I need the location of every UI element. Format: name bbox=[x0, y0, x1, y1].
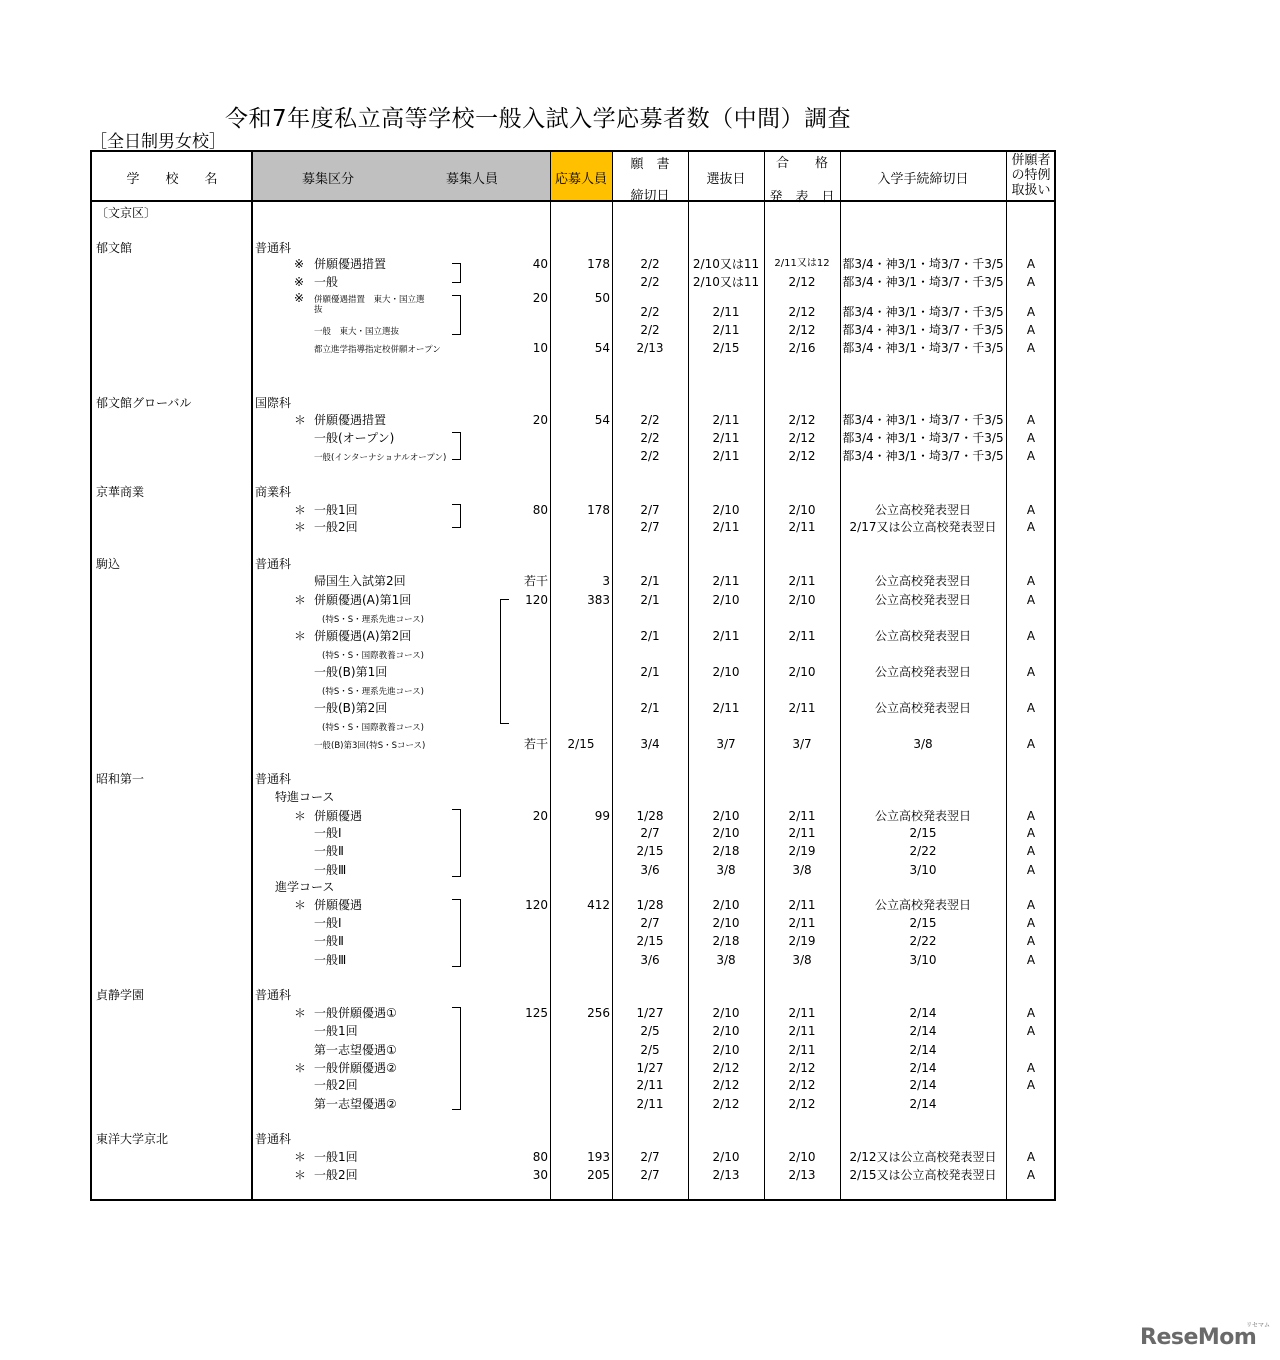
row-exam-date: 2/18 bbox=[712, 934, 740, 948]
row-special: A bbox=[1026, 863, 1036, 877]
row-category: 併願優遇 bbox=[314, 809, 363, 823]
header-category-band bbox=[252, 152, 550, 200]
row-procedure-date: 3/10 bbox=[909, 953, 937, 967]
row-exam-date: 2/11 bbox=[712, 323, 740, 337]
row-special: A bbox=[1026, 323, 1036, 337]
page-title: 令和7年度私立高等学校一般入試入学応募者数（中間）調査 bbox=[225, 106, 852, 132]
group-bracket bbox=[452, 1007, 461, 1110]
row-exam-date: 2/15 bbox=[712, 341, 740, 355]
row-exam-date: 2/10 bbox=[712, 1150, 740, 1164]
header-school: 学 校 名 bbox=[126, 172, 218, 187]
row-special: A bbox=[1026, 809, 1036, 823]
course-name: 普通科 bbox=[255, 241, 292, 255]
row-procedure-date: 都3/4・神3/1・埼3/7・千3/5 bbox=[842, 305, 1004, 319]
row-special: A bbox=[1026, 341, 1036, 355]
row-applicants: 54 bbox=[594, 341, 610, 355]
row-special: A bbox=[1026, 431, 1036, 445]
row-deadline: 2/5 bbox=[640, 1024, 660, 1038]
row-procedure-date: 公立高校発表翌日 bbox=[874, 665, 971, 679]
row-category: 併願優遇 bbox=[314, 898, 363, 912]
row-deadline: 2/7 bbox=[640, 916, 660, 930]
group-bracket bbox=[452, 263, 461, 283]
row-category: 一般(インターナショナルオープン) bbox=[314, 453, 447, 463]
row-special: A bbox=[1026, 305, 1036, 319]
row-deadline: 2/13 bbox=[636, 341, 664, 355]
row-deadline: 2/7 bbox=[640, 1150, 660, 1164]
course-name: 国際科 bbox=[255, 396, 292, 410]
row-procedure-date: 2/15 bbox=[909, 916, 937, 930]
row-deadline: 2/11 bbox=[636, 1078, 664, 1092]
row-exam-date: 2/11 bbox=[712, 629, 740, 643]
row-pass-date: 2/12 bbox=[788, 1078, 816, 1092]
school-name: 郁文館グローバル bbox=[96, 396, 192, 410]
row-mark: ＊ bbox=[294, 593, 307, 607]
row-special: A bbox=[1026, 503, 1036, 517]
row-pass-date: 2/11 bbox=[788, 809, 816, 823]
row-category: 一般2回 bbox=[314, 1168, 358, 1182]
row-pass-date: 2/13 bbox=[788, 1168, 816, 1182]
row-exam-date: 3/8 bbox=[716, 863, 736, 877]
row-pass-date: 2/10 bbox=[788, 593, 816, 607]
row-special: A bbox=[1026, 1168, 1036, 1182]
row-category: 一般Ⅲ bbox=[314, 953, 347, 967]
row-deadline: 2/5 bbox=[640, 1043, 660, 1057]
row-procedure-date: 3/8 bbox=[913, 737, 933, 751]
row-pass-date: 2/11 bbox=[788, 701, 816, 715]
row-deadline: 2/2 bbox=[640, 275, 660, 289]
row-exam-date: 2/10 bbox=[712, 593, 740, 607]
row-category: (特S・S・国際教養コース) bbox=[322, 651, 424, 661]
row-category: 併願優遇(A)第1回 bbox=[314, 593, 412, 607]
row-category: 一般1回 bbox=[314, 1150, 358, 1164]
row-procedure-date: 2/14 bbox=[909, 1043, 937, 1057]
row-procedure-date: 2/14 bbox=[909, 1097, 937, 1111]
row-pass-date: 2/10 bbox=[788, 665, 816, 679]
row-special: A bbox=[1026, 826, 1036, 840]
row-mark: ＊ bbox=[294, 1061, 307, 1075]
row-exam-date: 3/8 bbox=[716, 953, 736, 967]
row-pass-date: 2/12 bbox=[788, 305, 816, 319]
row-pass-date: 2/11 bbox=[788, 629, 816, 643]
row-pass-date: 2/16 bbox=[788, 341, 816, 355]
school-name: 昭和第一 bbox=[96, 772, 145, 786]
row-special: A bbox=[1026, 1006, 1036, 1020]
row-special: A bbox=[1026, 1150, 1036, 1164]
subcourse-label: 進学コース bbox=[275, 880, 335, 894]
row-category-cont: 抜 bbox=[314, 305, 323, 315]
header-pass-top: 合 格 bbox=[775, 156, 828, 171]
row-mark: ※ bbox=[294, 291, 305, 305]
row-exam-date: 2/11 bbox=[712, 449, 740, 463]
row-exam-date: 2/10又は11 bbox=[692, 275, 760, 289]
row-applicants: 178 bbox=[587, 503, 610, 517]
row-category: 一般(B)第3回(特S・Sコース) bbox=[314, 741, 426, 751]
row-category: 一般1回 bbox=[314, 1024, 358, 1038]
school-name: 京華商業 bbox=[96, 485, 145, 499]
row-category: 第一志望優遇② bbox=[314, 1097, 397, 1111]
row-mark: ＊ bbox=[294, 629, 307, 643]
row-category: 一般(B)第1回 bbox=[314, 665, 388, 679]
row-deadline: 3/6 bbox=[640, 863, 660, 877]
row-procedure-date: 都3/4・神3/1・埼3/7・千3/5 bbox=[842, 257, 1004, 271]
school-name: 東洋大学京北 bbox=[96, 1132, 169, 1146]
row-pass-date: 2/11 bbox=[788, 898, 816, 912]
row-exam-date: 2/10 bbox=[712, 826, 740, 840]
row-deadline: 1/28 bbox=[636, 898, 664, 912]
row-applicants: 178 bbox=[587, 257, 610, 271]
row-mark: ＊ bbox=[294, 809, 307, 823]
row-category: 併願優遇措置 bbox=[314, 257, 387, 271]
row-mark: ※ bbox=[294, 257, 305, 271]
row-deadline: 2/2 bbox=[640, 449, 660, 463]
row-pass-date: 2/12 bbox=[788, 275, 816, 289]
column-divider bbox=[550, 152, 551, 1201]
row-pass-date: 2/10 bbox=[788, 503, 816, 517]
row-mark: ＊ bbox=[294, 520, 307, 534]
course-name: 商業科 bbox=[255, 485, 292, 499]
row-exam-date: 3/7 bbox=[716, 737, 736, 751]
row-category: 一般(オープン) bbox=[314, 431, 395, 445]
table-header bbox=[92, 152, 1054, 205]
row-pass-date: 2/11 bbox=[788, 826, 816, 840]
row-capacity: 125 bbox=[525, 1006, 548, 1020]
row-category: (特S・S・理系先進コース) bbox=[322, 687, 424, 697]
row-mark: ＊ bbox=[294, 898, 307, 912]
row-procedure-date: 公立高校発表翌日 bbox=[874, 503, 971, 517]
row-capacity: 20 bbox=[532, 291, 548, 305]
header-applicants: 応募人員 bbox=[550, 152, 612, 200]
header-pass bbox=[764, 152, 840, 205]
group-bracket bbox=[452, 432, 461, 460]
row-pass-date: 2/12 bbox=[788, 413, 816, 427]
ward-label: 〔文京区〕 bbox=[96, 206, 157, 220]
row-exam-date: 2/11 bbox=[712, 520, 740, 534]
row-category: 一般Ⅲ bbox=[314, 863, 347, 877]
row-special: A bbox=[1026, 953, 1036, 967]
row-special: A bbox=[1026, 1024, 1036, 1038]
group-bracket bbox=[452, 899, 461, 967]
row-category: 一般併願優遇① bbox=[314, 1006, 397, 1020]
row-special: A bbox=[1026, 413, 1036, 427]
row-capacity: 10 bbox=[532, 341, 548, 355]
row-category: 一般2回 bbox=[314, 1078, 358, 1092]
row-special: A bbox=[1026, 520, 1036, 534]
row-applicants: 256 bbox=[587, 1006, 610, 1020]
row-deadline: 3/6 bbox=[640, 953, 660, 967]
school-name: 郁文館 bbox=[96, 241, 133, 255]
row-exam-date: 2/13 bbox=[712, 1168, 740, 1182]
row-exam-date: 2/10 bbox=[712, 1024, 740, 1038]
row-deadline: 1/28 bbox=[636, 809, 664, 823]
row-category: 一般Ⅰ bbox=[314, 826, 342, 840]
row-deadline: 2/7 bbox=[640, 503, 660, 517]
group-bracket bbox=[452, 809, 461, 877]
course-name: 普通科 bbox=[255, 772, 292, 786]
row-mark: ※ bbox=[294, 275, 305, 289]
row-exam-date: 2/11 bbox=[712, 413, 740, 427]
row-exam-date: 2/10 bbox=[712, 809, 740, 823]
course-name: 普通科 bbox=[255, 557, 292, 571]
row-pass-date: 2/11 bbox=[788, 520, 816, 534]
row-deadline: 2/1 bbox=[640, 593, 660, 607]
row-exam-date: 2/11 bbox=[712, 431, 740, 445]
row-special: A bbox=[1026, 737, 1036, 751]
row-special: A bbox=[1026, 934, 1036, 948]
row-procedure-date: 公立高校発表翌日 bbox=[874, 593, 971, 607]
row-pass-date: 2/12 bbox=[788, 449, 816, 463]
row-category: 一般1回 bbox=[314, 503, 358, 517]
row-pass-date: 2/12 bbox=[788, 1061, 816, 1075]
row-procedure-date: 3/10 bbox=[909, 863, 937, 877]
row-category: 一般 東大・国立選抜 bbox=[314, 327, 400, 337]
header-special: 併願者 の特例 取扱い bbox=[1011, 153, 1051, 198]
row-special: A bbox=[1026, 844, 1036, 858]
row-special: A bbox=[1026, 629, 1036, 643]
row-applicants: 205 bbox=[587, 1168, 610, 1182]
row-category: 一般併願優遇② bbox=[314, 1061, 397, 1075]
page-subtitle: ［全日制男女校］ bbox=[90, 132, 226, 152]
row-deadline: 2/7 bbox=[640, 520, 660, 534]
row-deadline: 2/7 bbox=[640, 826, 660, 840]
row-deadline: 2/2 bbox=[640, 413, 660, 427]
row-exam-date: 2/10 bbox=[712, 916, 740, 930]
row-deadline: 2/1 bbox=[640, 701, 660, 715]
row-pass-date: 2/12 bbox=[788, 431, 816, 445]
row-applicants: 383 bbox=[587, 593, 610, 607]
row-exam-date: 2/10又は11 bbox=[692, 257, 760, 271]
row-procedure-date: 都3/4・神3/1・埼3/7・千3/5 bbox=[842, 413, 1004, 427]
row-procedure-date: 公立高校発表翌日 bbox=[874, 629, 971, 643]
row-pass-date: 2/12 bbox=[788, 323, 816, 337]
row-pass-date: 2/11 bbox=[788, 1043, 816, 1057]
row-exam-date: 2/10 bbox=[712, 503, 740, 517]
row-pass-date: 3/8 bbox=[792, 863, 812, 877]
header-deadline bbox=[612, 152, 688, 204]
row-procedure-date: 都3/4・神3/1・埼3/7・千3/5 bbox=[842, 431, 1004, 445]
row-procedure-date: 2/22 bbox=[909, 934, 937, 948]
school-name: 駒込 bbox=[96, 557, 121, 571]
row-applicants: 50 bbox=[594, 291, 610, 305]
row-category: 帰国生入試第2回 bbox=[314, 574, 406, 588]
row-pass-date: 2/19 bbox=[788, 844, 816, 858]
row-special: A bbox=[1026, 701, 1036, 715]
row-deadline: 2/15 bbox=[636, 844, 664, 858]
row-pass-date: 3/8 bbox=[792, 953, 812, 967]
row-capacity: 若干 bbox=[523, 737, 548, 751]
school-name: 貞静学園 bbox=[96, 988, 145, 1002]
resemom-logo: ReseMom bbox=[1140, 1325, 1257, 1350]
row-pass-date: 2/19 bbox=[788, 934, 816, 948]
row-pass-date: 2/10 bbox=[788, 1150, 816, 1164]
row-pass-date: 2/11又は12 bbox=[774, 258, 830, 269]
row-exam-date: 2/12 bbox=[712, 1061, 740, 1075]
row-procedure-date: 2/14 bbox=[909, 1078, 937, 1092]
row-mark: ＊ bbox=[294, 1006, 307, 1020]
row-procedure-date: 2/14 bbox=[909, 1061, 937, 1075]
row-special: A bbox=[1026, 665, 1036, 679]
row-capacity: 40 bbox=[532, 257, 548, 271]
row-procedure-date: 2/15 bbox=[909, 826, 937, 840]
course-name: 普通科 bbox=[255, 988, 292, 1002]
row-pass-date: 2/11 bbox=[788, 574, 816, 588]
header-deadline-top: 願 書 bbox=[630, 157, 670, 172]
row-exam-date: 2/12 bbox=[712, 1097, 740, 1111]
row-exam-date: 2/11 bbox=[712, 574, 740, 588]
group-bracket bbox=[500, 599, 509, 724]
row-capacity: 120 bbox=[525, 593, 548, 607]
row-deadline: 1/27 bbox=[636, 1006, 664, 1020]
row-exam-date: 2/11 bbox=[712, 305, 740, 319]
row-deadline: 2/7 bbox=[640, 1168, 660, 1182]
row-capacity: 30 bbox=[532, 1168, 548, 1182]
row-exam-date: 2/10 bbox=[712, 665, 740, 679]
column-divider bbox=[251, 152, 253, 1201]
row-exam-date: 2/10 bbox=[712, 898, 740, 912]
row-pass-date: 2/11 bbox=[788, 1006, 816, 1020]
row-category: 都立進学指導指定校併願オープン bbox=[314, 345, 441, 355]
course-name: 普通科 bbox=[255, 1132, 292, 1146]
resemom-logo-sub: リセマム bbox=[1246, 1322, 1270, 1329]
row-procedure-date: 公立高校発表翌日 bbox=[874, 701, 971, 715]
row-capacity: 20 bbox=[532, 809, 548, 823]
header-exam: 選抜日 bbox=[706, 172, 746, 187]
row-capacity: 80 bbox=[532, 1150, 548, 1164]
row-procedure-date: 都3/4・神3/1・埼3/7・千3/5 bbox=[842, 341, 1004, 355]
row-special: A bbox=[1026, 275, 1036, 289]
row-special: A bbox=[1026, 449, 1036, 463]
row-mark: ＊ bbox=[294, 1150, 307, 1164]
row-special: A bbox=[1026, 593, 1036, 607]
admission-table bbox=[90, 150, 1056, 1201]
row-deadline: 2/2 bbox=[640, 257, 660, 271]
row-capacity: 若干 bbox=[523, 574, 548, 588]
row-exam-date: 2/18 bbox=[712, 844, 740, 858]
row-category: 併願優遇措置 東大・国立選 bbox=[314, 295, 425, 305]
row-special: A bbox=[1026, 257, 1036, 271]
row-applicants: 99 bbox=[594, 809, 610, 823]
row-pass-date: 2/12 bbox=[788, 1097, 816, 1111]
header-category: 募集区分 bbox=[302, 172, 355, 187]
row-deadline: 2/1 bbox=[640, 574, 660, 588]
row-procedure-date: 都3/4・神3/1・埼3/7・千3/5 bbox=[842, 275, 1004, 289]
row-special: A bbox=[1026, 1061, 1036, 1075]
row-deadline: 2/11 bbox=[636, 1097, 664, 1111]
row-applicants: 3 bbox=[602, 574, 610, 588]
row-procedure-date: 公立高校発表翌日 bbox=[874, 898, 971, 912]
row-exam-date: 2/10 bbox=[712, 1043, 740, 1057]
row-category: (特S・S・国際教養コース) bbox=[322, 723, 424, 733]
row-category: 一般(B)第2回 bbox=[314, 701, 388, 715]
row-procedure-date: 都3/4・神3/1・埼3/7・千3/5 bbox=[842, 323, 1004, 337]
subcourse-label: 特進コース bbox=[275, 790, 335, 804]
row-deadline: 3/4 bbox=[640, 737, 660, 751]
group-bracket bbox=[452, 295, 461, 335]
row-category: 併願優遇措置 bbox=[314, 413, 387, 427]
header-pass-bottom: 発 表 日 bbox=[769, 190, 835, 205]
row-special: A bbox=[1026, 916, 1036, 930]
header-procedure: 入学手続締切日 bbox=[877, 172, 969, 187]
row-exam-date: 2/10 bbox=[712, 1006, 740, 1020]
header-capacity: 募集人員 bbox=[446, 172, 499, 187]
row-category: 併願優遇(A)第2回 bbox=[314, 629, 412, 643]
header-deadline-bottom: 締切日 bbox=[630, 189, 670, 204]
row-category: 一般Ⅱ bbox=[314, 934, 344, 948]
row-mark: ＊ bbox=[294, 1168, 307, 1182]
row-pass-date: 2/11 bbox=[788, 916, 816, 930]
row-exam-date: 2/12 bbox=[712, 1078, 740, 1092]
row-deadline: 2/15 bbox=[636, 934, 664, 948]
row-procedure-date: 2/22 bbox=[909, 844, 937, 858]
row-procedure-date: 都3/4・神3/1・埼3/7・千3/5 bbox=[842, 449, 1004, 463]
row-applicants: 54 bbox=[594, 413, 610, 427]
row-capacity: 120 bbox=[525, 898, 548, 912]
row-deadline: 2/1 bbox=[640, 665, 660, 679]
row-special: A bbox=[1026, 574, 1036, 588]
row-procedure-date: 公立高校発表翌日 bbox=[874, 809, 971, 823]
row-deadline: 2/2 bbox=[640, 305, 660, 319]
row-applicants: 193 bbox=[587, 1150, 610, 1164]
row-applicants: 412 bbox=[587, 898, 610, 912]
row-applicants: 2/15 bbox=[567, 737, 595, 751]
row-deadline: 2/1 bbox=[640, 629, 660, 643]
row-category: 一般2回 bbox=[314, 520, 358, 534]
row-deadline: 1/27 bbox=[636, 1061, 664, 1075]
row-procedure-date: 公立高校発表翌日 bbox=[874, 574, 971, 588]
row-procedure-date: 2/14 bbox=[909, 1006, 937, 1020]
row-deadline: 2/2 bbox=[640, 431, 660, 445]
row-procedure-date: 2/12又は公立高校発表翌日 bbox=[849, 1150, 997, 1164]
row-procedure-date: 2/14 bbox=[909, 1024, 937, 1038]
row-category: 第一志望優遇① bbox=[314, 1043, 397, 1057]
row-procedure-date: 2/15又は公立高校発表翌日 bbox=[849, 1168, 997, 1182]
group-bracket bbox=[452, 504, 461, 528]
row-capacity: 20 bbox=[532, 413, 548, 427]
row-mark: ＊ bbox=[294, 413, 307, 427]
row-exam-date: 2/11 bbox=[712, 701, 740, 715]
row-pass-date: 2/11 bbox=[788, 1024, 816, 1038]
row-category: 一般Ⅰ bbox=[314, 916, 342, 930]
row-special: A bbox=[1026, 1078, 1036, 1092]
row-deadline: 2/2 bbox=[640, 323, 660, 337]
row-capacity: 80 bbox=[532, 503, 548, 517]
row-category: (特S・S・理系先進コース) bbox=[322, 615, 424, 625]
row-category: 一般Ⅱ bbox=[314, 844, 344, 858]
row-procedure-date: 2/17又は公立高校発表翌日 bbox=[849, 520, 997, 534]
row-mark: ＊ bbox=[294, 503, 307, 517]
row-pass-date: 3/7 bbox=[792, 737, 812, 751]
row-category: 一般 bbox=[314, 275, 339, 289]
row-special: A bbox=[1026, 898, 1036, 912]
